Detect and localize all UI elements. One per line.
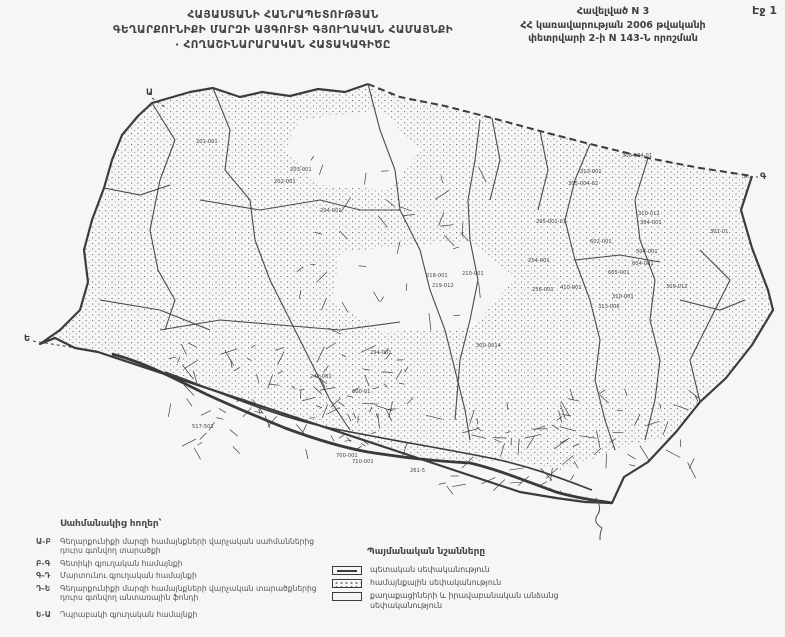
border-segment-text: Մարտունու գյուղական համայնքի <box>60 571 197 580</box>
parcel-label: 261-5 <box>410 468 426 474</box>
settlement-line <box>233 446 240 453</box>
parcel-label: 310-001 <box>612 294 634 300</box>
cadastral-map <box>0 70 785 540</box>
settlement-line <box>219 408 226 412</box>
parcel-label: 313-001 <box>580 169 602 175</box>
symbols-legend-item <box>332 578 582 588</box>
settlement-line <box>187 399 193 407</box>
boundary-point-label: Ե <box>24 334 31 344</box>
title-line-2: ԳԵՂԱՐՔՈՒՆԻՔԻ ՄԱՐԶԻ ԱՅԳՈՒՏԻ ԳՅՈՒՂԱԿԱՆ ՀԱՄԱՅՆՔԻ <box>113 24 453 36</box>
symbols-legend-text: համայնքային սեփականություն <box>370 578 502 587</box>
parcel-label: 301-01 <box>710 229 729 235</box>
cadastral-map-svg <box>0 70 785 540</box>
parcel-label: 410-001 <box>560 285 582 291</box>
parcel-label: 254-001 <box>528 258 550 264</box>
annex-line-1: Հավելված N 3 <box>576 6 650 17</box>
settlement-line <box>230 430 238 437</box>
parcel-label: 294-001 <box>370 350 392 356</box>
settlement-line <box>447 486 453 494</box>
settlement-line <box>306 449 308 459</box>
symbols-legend-rows <box>332 565 582 611</box>
parcel-label: 205-001-01 <box>536 219 567 225</box>
border-segment-code: Գ-Դ <box>36 571 51 580</box>
symbols-legend-item <box>332 565 582 575</box>
dots-swatch-icon <box>332 579 362 588</box>
parcel-label: 242-001 <box>310 374 332 380</box>
parcel-label: 504-001 <box>636 249 658 255</box>
settlement-line <box>200 433 207 440</box>
stream <box>596 498 602 540</box>
symbols-legend-item <box>332 591 582 611</box>
parcel-label: 305-004-02 <box>568 181 599 187</box>
settlement-line <box>197 442 202 445</box>
parcel-label: 219-012 <box>432 283 454 289</box>
parcel-label: 300-0014 <box>476 343 501 349</box>
boundary-point-label: Գ <box>760 172 767 182</box>
parcel-label: 710-001 <box>352 459 374 465</box>
symbols-legend-text: քաղաքացիների և իրավաբանական անձանց սեփականություն <box>370 591 559 610</box>
settlement-line <box>216 418 223 420</box>
border-legend <box>36 520 341 622</box>
border-segment-text: Գեղարքունիքի մարզի համայնքների վարչական սահմաններից դուրս գտնվող տարածքի <box>60 536 315 555</box>
settlement-line <box>688 462 696 477</box>
settlement-line <box>194 448 200 460</box>
parcel-label: 256-001 <box>532 287 554 293</box>
parcel-label: 700-001 <box>336 453 358 459</box>
border-legend-rows <box>36 537 341 620</box>
parcel-label: 604-001 <box>632 261 654 267</box>
settlement-line <box>689 458 694 468</box>
border-legend-item <box>36 610 341 620</box>
parcel-label: 203-001 <box>290 167 312 173</box>
settlement-line <box>452 484 466 486</box>
border-legend-item <box>36 537 341 556</box>
parcel-label: 202-001 <box>274 179 296 185</box>
settlement-line <box>168 404 170 417</box>
border-legend-item <box>36 584 341 603</box>
symbols-legend <box>332 547 582 614</box>
page-number: Էջ 1 <box>752 4 777 17</box>
border-segment-code: Ե-Ա <box>36 609 51 619</box>
border-segment-code: Դ-Ե <box>36 583 51 593</box>
annex-reference <box>482 5 744 46</box>
parcel-label: 210-001 <box>462 271 484 277</box>
parcel-label: 201-001 <box>196 139 218 145</box>
border-segment-code: Բ-Գ <box>36 558 51 568</box>
settlement-line <box>182 439 196 446</box>
annex-line-3: փետրվարի 2-ի N 143-Ն որոշման <box>528 33 698 44</box>
settlement-line <box>666 450 680 458</box>
annex-line-2: ՀՀ կառավարության 2006 թվականի <box>520 19 706 31</box>
parcel-label: 309-012 <box>666 284 688 290</box>
border-legend-title: Սահմանակից հողեր՝ <box>60 519 162 529</box>
parcel-label: 310-012 <box>638 211 660 217</box>
parcel-label: 204-001 <box>320 208 342 214</box>
symbols-legend-text: պետական սեփականություն <box>370 565 490 574</box>
hatch-swatch-icon <box>332 566 362 575</box>
border-segment-code: Ա-Բ <box>36 536 51 546</box>
parcel-label: 313-006 <box>598 304 620 310</box>
symbols-legend-title: Պայմանական նշանները <box>367 547 486 557</box>
document-title <box>58 8 508 53</box>
parcel-label: 308-004-01 <box>622 153 653 159</box>
title-line-1: ՀԱՅԱՍՏԱՆԻ ՀԱՆՐԱՊԵՏՈՒԹՅԱՆ <box>187 9 379 21</box>
border-legend-item <box>36 571 341 581</box>
parcel-label: 605-001 <box>608 270 630 276</box>
empty-swatch-icon <box>332 592 362 601</box>
settlement-line <box>439 483 446 485</box>
parcel-label: 600-01 <box>352 389 371 395</box>
parcel-label: 602-001 <box>590 239 612 245</box>
parcel-label: 218-001 <box>426 273 448 279</box>
parcel-label: 304-001 <box>640 220 662 226</box>
boundary-point-label: Ա <box>146 88 153 98</box>
border-legend-item <box>36 559 341 569</box>
border-segment-text: Գեղարքունիքի մարզի համայնքների վարչական տարածքներից դուրս գտնվող անտառային ֆոնդի <box>60 583 317 602</box>
parcel-label: 517-501 <box>192 424 214 430</box>
settlement-line <box>201 411 211 416</box>
border-segment-text: Գետիկի գյուղական համայնքի <box>60 558 183 568</box>
border-segment-text: Դպրաբակի գյուղական համայնքի <box>60 609 198 619</box>
title-line-3: · ՀՈՂԱՇԻՆԱՐԱՐԱԿԱՆ ՀԱՏԱԿԱԳԻԾԸ <box>175 39 391 51</box>
